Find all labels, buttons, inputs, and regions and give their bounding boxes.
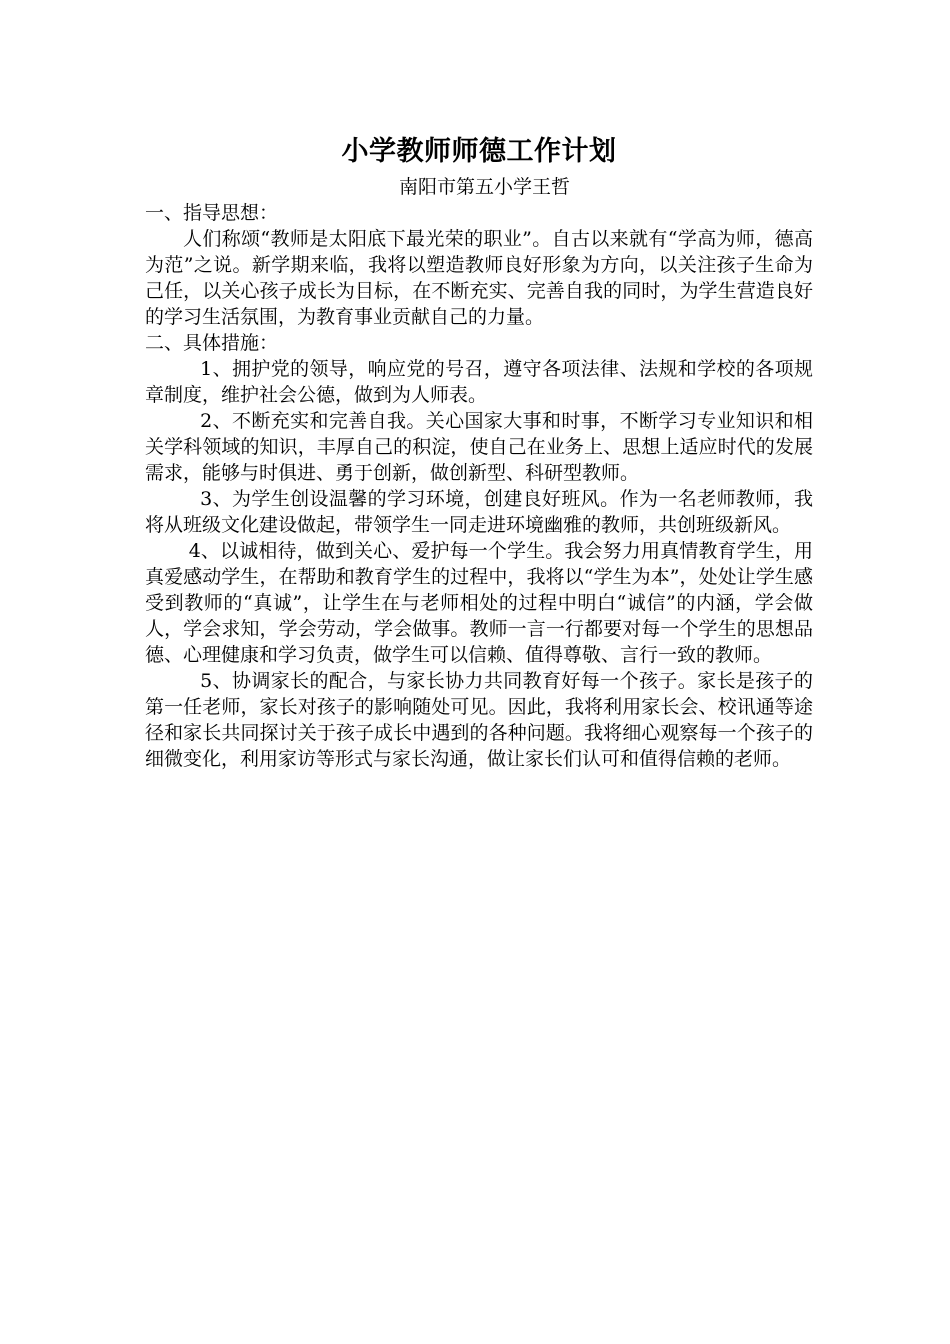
measure-item-1: 1、拥护党的领导，响应党的号召，遵守各项法律、法规和学校的各项规章制度，维护社会公德，做到为人师表。: [145, 358, 813, 406]
document-title: 小学教师师德工作计划: [341, 136, 617, 167]
section-heading-measures: 二、具体措施：: [145, 332, 279, 354]
measure-item-4: 4、以诚相待，做到关心、爱护每一个学生。我会努力用真情教育学生，用真爱感动学生，在帮助和教育学生的过程中，我将以“学生为本”，处处让学生感受到教师的“真诚”，让学生在与老师相处的过程中明白“诚信”的内涵，学会做人，学会求知，学会劳动，学会做事。教师一言一行都要对每一个学生的思想品德、心理健康和学习负责，做学生可以信赖、值得尊敬、言行一致的教师。: [145, 540, 813, 666]
document-body: [145, 134, 813, 772]
section-heading-guiding-thought: 一、指导思想：: [145, 202, 279, 224]
measure-item-5: 5、协调家长的配合，与家长协力共同教育好每一个孩子。家长是孩子的第一任老师，家长对孩子的影响随处可见。因此，我将利用家长会、校讯通等途径和家长共同探讨关于孩子成长中遇到的各种问题。我将细心观察每一个孩子的细微变化，利用家访等形式与家长沟通，做让家长们认可和值得信赖的老师。: [145, 670, 813, 770]
measure-item-2: 2、不断充实和完善自我。关心国家大事和时事，不断学习专业知识和相关学科领域的知识，丰厚自己的积淀，使自己在业务上、思想上适应时代的发展需求，能够与时俱进、勇于创新，做创新型、科研型教师。: [145, 410, 813, 484]
measure-item-3: 3、为学生创设温馨的学习环境，创建良好班风。作为一名老师教师，我将从班级文化建设做起，带领学生一同走进环境幽雅的教师，共创班级新风。: [145, 488, 813, 536]
document-author: 南阳市第五小学王哲: [399, 176, 571, 198]
paragraph-guiding-thought: 人们称颂“教师是太阳底下最光荣的职业”。自古以来就有“学高为师，德高为范”之说。新学期来临，我将以塑造教师良好形象为方向，以关注孩子生命为己任，以关心孩子成长为目标，在不断充实、完善自我的同时，为学生营造良好的学习生活氛围，为教育事业贡献自己的力量。: [145, 228, 813, 328]
